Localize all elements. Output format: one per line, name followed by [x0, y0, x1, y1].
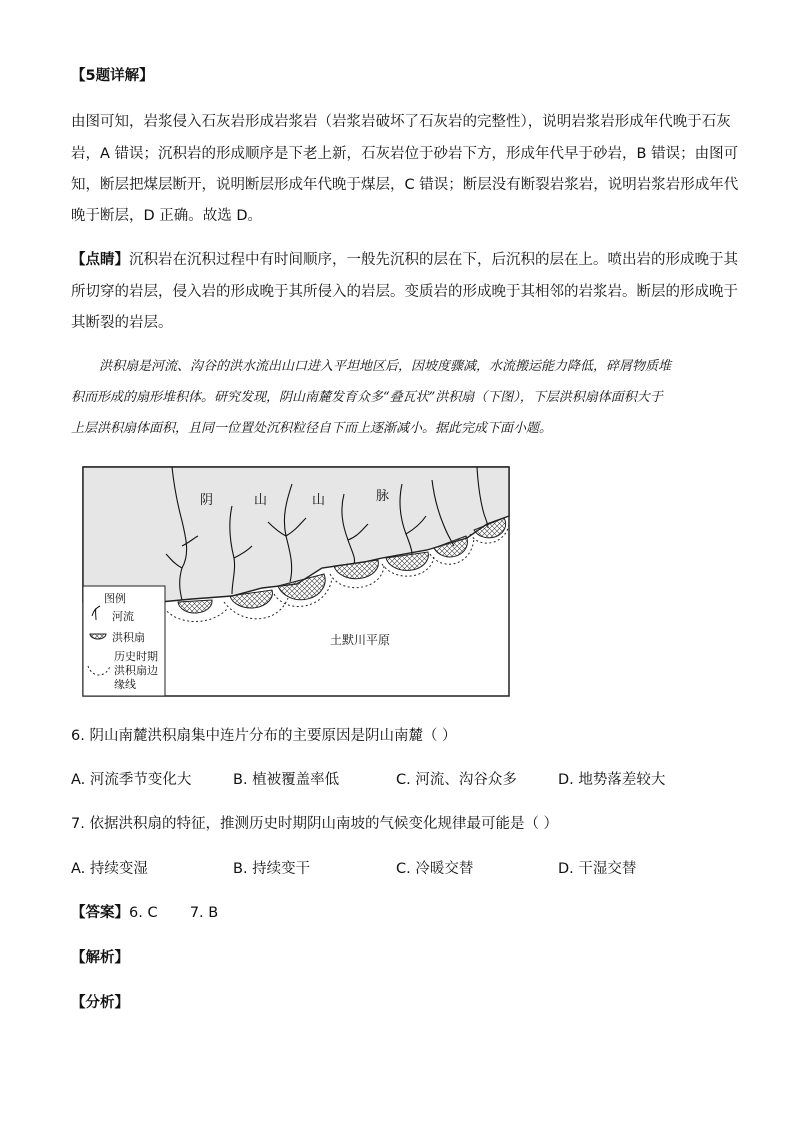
q7-option-b[interactable]: B. 持续变干 [233, 861, 311, 877]
tip-line-2: 所切穿的岩层，侵入岩的形成晚于其所侵入的岩层。变质岩的形成晚于其相邻的岩浆岩。断层的形成晚于 [71, 284, 738, 300]
q7-option-c[interactable]: C. 冷暖交替 [396, 861, 474, 877]
section5-line-1: 由图可知，岩浆侵入石灰岩形成岩浆岩（岩浆岩破坏了石灰岩的完整性），说明岩浆岩形成年代晚于石灰 [71, 114, 731, 130]
legend-edge-line-1: 历史时期 [114, 650, 158, 663]
mountain-char-2: 山 [254, 493, 268, 508]
intro-line-1: 洪积扇是河流、沟谷的洪水流出山口进入平坦地区后，因坡度骤减，水流搬运能力降低，碎屑物质堆 [99, 359, 672, 374]
legend-river: 河流 [112, 610, 134, 623]
intro-line-2: 积而形成的扇形堆积体。研究发现，阴山南麓发育众多“叠瓦状”洪积扇（下图），下层洪积扇体面积大于 [71, 390, 663, 405]
section5-heading: 【5题详解】 [71, 68, 154, 84]
plain-label: 土默川平原 [330, 633, 391, 647]
tip-label: 【点睛】 [71, 252, 129, 268]
q6-option-c[interactable]: C. 河流、沟谷众多 [396, 772, 517, 788]
tip-line-1 [71, 250, 738, 270]
legend-edge-line-3: 缘线 [114, 678, 136, 691]
q6-option-a[interactable]: A. 河流季节变化大 [71, 772, 192, 788]
q7-option-d[interactable]: D. 干湿交替 [558, 861, 637, 877]
fenxi-label: 【分析】 [71, 995, 129, 1011]
alluvial-fan-map [82, 466, 510, 697]
answer-text: 6. C 7. B [129, 905, 219, 921]
q7-option-a[interactable]: A. 持续变湿 [71, 861, 148, 877]
mountain-char-3: 山 [312, 493, 326, 508]
answer-line [71, 903, 218, 923]
q7-options [71, 859, 731, 879]
q6-options [71, 770, 731, 790]
answer-label: 【答案】 [71, 905, 129, 921]
section5-line-4: 晚于断层，D 正确。故选 D。 [71, 208, 263, 224]
legend-fan: 洪积扇 [112, 631, 145, 644]
q7-stem: 7. 依据洪积扇的特征，推测历史时期阴山南坡的气候变化规律最可能是（ ） [71, 816, 559, 832]
q6-stem: 6. 阴山南麓洪积扇集中连片分布的主要原因是阴山南麓（ ） [71, 728, 457, 744]
q6-option-d[interactable]: D. 地势落差较大 [558, 772, 666, 788]
legend [83, 586, 165, 696]
section5-line-3: 知，断层把煤层断开，说明断层形成年代晚于煤层，C 错误；断层没有断裂岩浆岩，说明岩浆岩形成年代 [71, 177, 739, 193]
intro-line-3: 上层洪积扇体面积，且同一位置处沉积粒径自下而上逐渐减小。据此完成下面小题。 [71, 421, 553, 436]
mountain-char-4: 脉 [376, 489, 390, 504]
section5-line-2: 岩，A 错误；沉积岩的形成顺序是下老上新，石灰岩位于砂岩下方，形成年代早于砂岩，B 错误；由图可 [71, 146, 739, 162]
q6-option-b[interactable]: B. 植被覆盖率低 [233, 772, 340, 788]
legend-title: 图例 [104, 592, 126, 605]
tip-first-line: 沉积岩在沉积过程中有时间顺序，一般先沉积的层在下，后沉积的层在上。喷出岩的形成晚于其 [129, 252, 738, 268]
legend-edge-line-2: 洪积扇边 [114, 664, 158, 677]
tip-line-3: 其断裂的岩层。 [71, 315, 173, 331]
analysis-label: 【解析】 [71, 950, 129, 966]
mountain-char-1: 阴 [200, 493, 214, 508]
